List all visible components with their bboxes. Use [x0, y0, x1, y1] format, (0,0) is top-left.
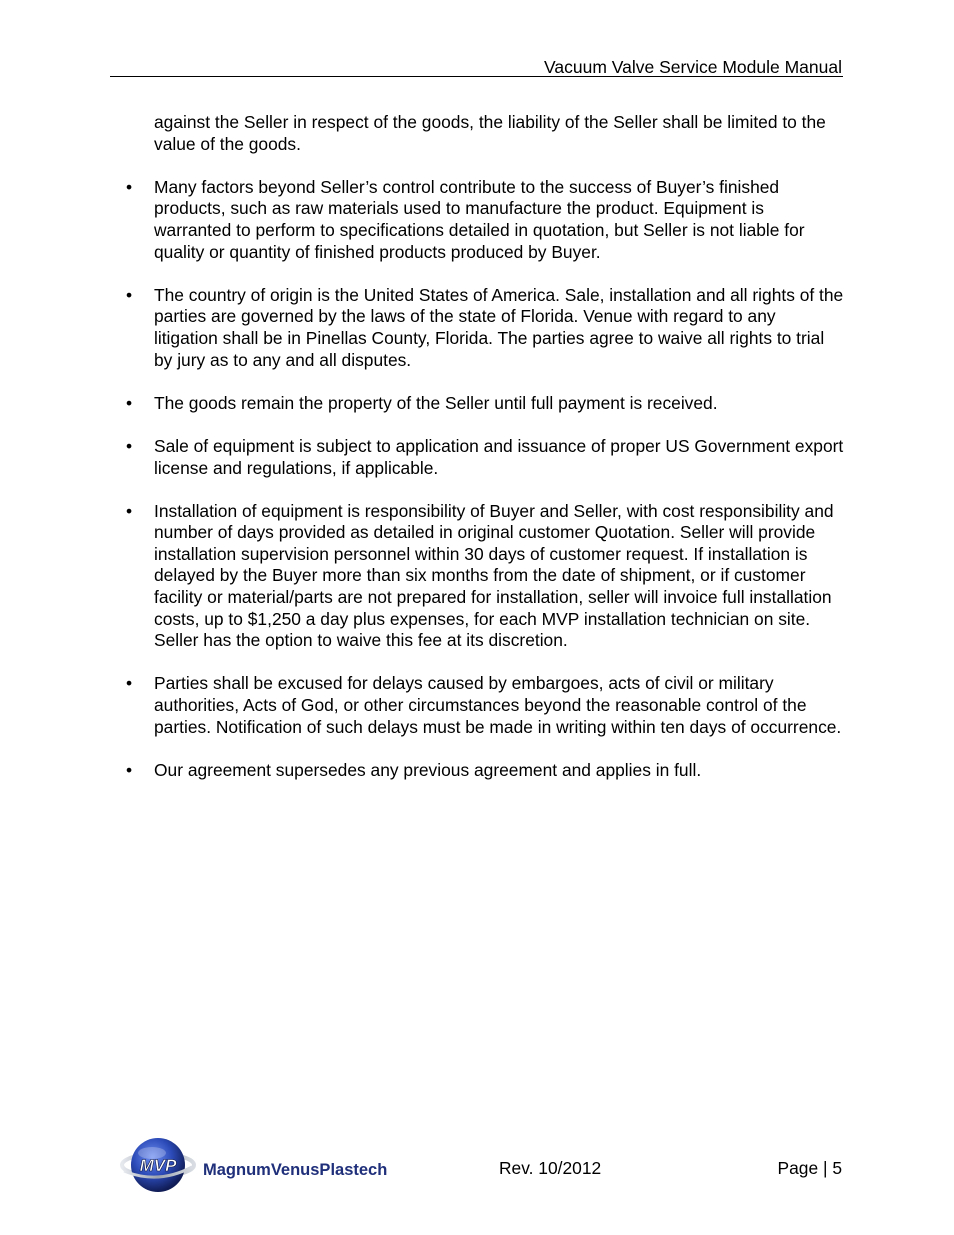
bullet-text: Sale of equipment is subject to application and issuance of proper US Government export license and regulations, if applicable. — [154, 435, 844, 478]
document-body — [126, 112, 844, 781]
terms-bullet-list — [126, 176, 844, 782]
mvp-globe-logo-icon — [120, 1135, 410, 1195]
bullet-text: The country of origin is the United States of America. Sale, installation and all rights of the parties are governed by the laws of the state of Florida. Venue with regard to any litigation shall be in Pinellas County, Florida. The parties agree to waive all rights to trial by jury as to any and all disputes. — [154, 284, 844, 370]
header-divider — [110, 76, 843, 77]
header-title: Vacuum Valve Service Module Manual — [544, 57, 842, 77]
logo-company-name: MagnumVenusPlastech — [203, 1161, 388, 1179]
bullet-item-delays — [126, 673, 844, 738]
bullet-text: Installation of equipment is responsibility of Buyer and Seller, with cost responsibility and number of days provided as detailed in original customer Quotation. Seller will provide installation supervision personnel within 30 days of customer request. If installation is delayed by the Buyer more than six months from the date of shipment, or if customer facility or material/parts are not prepared for installation, seller will invoice full installation costs, up to $1,250 a day plus expenses, for each MVP installation technician on site. Seller has the option to waive this fee at its discretion. — [154, 500, 834, 651]
mvp-logo — [120, 1135, 410, 1195]
bullet-item-property — [126, 392, 844, 415]
bullet-text: The goods remain the property of the Seller until full payment is received. — [154, 392, 718, 413]
bullet-marker: • — [126, 435, 133, 456]
bullet-item-agreement — [126, 759, 844, 782]
bullet-text: Our agreement supersedes any previous agreement and applies in full. — [154, 759, 702, 780]
continued-paragraph: against the Seller in respect of the goods, the liability of the Seller shall be limited to the value of the goods. — [154, 112, 826, 154]
bullet-item-export-license — [126, 435, 844, 479]
bullet-marker: • — [126, 500, 133, 521]
bullet-marker: • — [126, 759, 133, 780]
bullet-item-country-of-origin — [126, 284, 844, 371]
bullet-marker: • — [126, 176, 133, 197]
logo-badge-text: MVP — [139, 1156, 177, 1175]
bullet-text: Many factors beyond Seller’s control contribute to the success of Buyer’s finished products, such as raw materials used to manufacture the product. Equipment is warranted to perform to specifications detailed in quotation, but Seller is not liable for quality or quantity of finished products produced by Buyer. — [154, 176, 805, 262]
bullet-marker: • — [126, 284, 133, 305]
bullet-item-factors — [126, 176, 844, 263]
bullet-item-installation — [126, 500, 844, 652]
bullet-marker: • — [126, 673, 133, 694]
page-number: Page | 5 — [777, 1158, 842, 1178]
bullet-text: Parties shall be excused for delays caused by embargoes, acts of civil or military authorities, Acts of God, or other circumstances beyond the reasonable control of the parties. Notification of such delays must be made in writing within ten days of occurrence. — [154, 673, 842, 737]
revision-label: Rev. 10/2012 — [499, 1158, 602, 1178]
bullet-marker: • — [126, 392, 133, 413]
